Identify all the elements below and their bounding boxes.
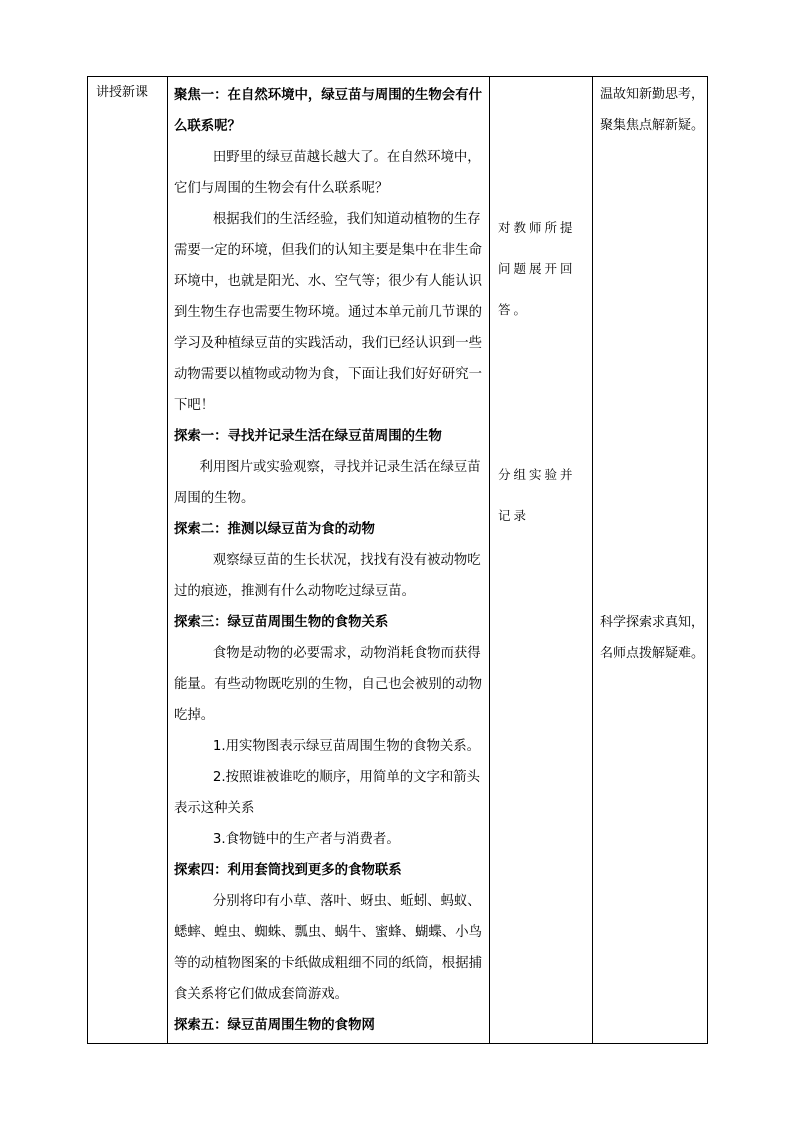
student-activity-cell bbox=[490, 77, 593, 1044]
paragraph: 2.按照谁被谁吃的顺序，用简单的文字和箭头表示这种关系 bbox=[174, 770, 481, 816]
paragraph: 利用图片或实验观察，寻找并记录生活在绿豆苗周围的生物。 bbox=[174, 460, 481, 506]
design-intent-first: 温故知新勤思考，聚集焦点解新疑。 bbox=[600, 87, 705, 133]
table-row bbox=[88, 77, 708, 1044]
paragraph: 1.用实物图表示绿豆苗周围生物的食物关系。 bbox=[212, 739, 481, 754]
section-heading: 探索三：绿豆苗周围生物的食物关系 bbox=[174, 615, 389, 630]
paragraph: 分别将印有小草、落叶、蚜虫、蚯蚓、蚂蚁、蟋蟀、蝗虫、蜘蛛、瓢虫、蜗牛、蜜蜂、蝴蝶、小鸟等的动植物图案的卡纸做成粗细不同的纸筒，根据捕食关系将它们做成套筒游戏。 bbox=[174, 894, 482, 1002]
section-heading: 探索一：寻找并记录生活在绿豆苗周围的生物 bbox=[174, 429, 442, 444]
group-experiment-note: 分组实验并记录 bbox=[498, 467, 576, 523]
main-content bbox=[168, 77, 489, 1041]
section-heading: 探索五：绿豆苗周围生物的食物网 bbox=[174, 1018, 375, 1033]
main-content-cell bbox=[168, 77, 490, 1044]
section-heading: 探索四：利用套筒找到更多的食物联系 bbox=[174, 863, 402, 878]
paragraph: 观察绿豆苗的生长状况，找找有没有被动物吃过的痕迹，推测有什么动物吃过绿豆苗。 bbox=[174, 553, 481, 599]
paragraph: 食物是动物的必要需求，动物消耗食物而获得能量。有些动物既吃别的生物，自己也会被别的动物吃掉。 bbox=[174, 646, 482, 723]
student-answer-note: 对教师所提问题展开回答。 bbox=[498, 220, 576, 317]
design-intent-second: 科学探索求真知，名师点拨解疑难。 bbox=[600, 615, 705, 661]
section-label: 讲授新课 bbox=[96, 85, 149, 100]
section-heading: 聚焦一：在自然环境中，绿豆苗与周围的生物会有什么联系呢？ bbox=[174, 88, 482, 134]
section-label-cell bbox=[88, 77, 168, 1044]
paragraph: 根据我们的生活经验，我们知道动植物的生存需要一定的环境，但我们的认知主要是集中在非生命环境中，也就是阳光、水、空气等；很少有人能认识到生物生存也需要生物环境。通过本单元前几节课的学习及种植绿豆苗的实践活动，我们已经认识到一些动物需要以植物或动物为食，下面让我们好好研究一下吧！ bbox=[174, 212, 482, 413]
paragraph: 3.食物链中的生产者与消费者。 bbox=[212, 832, 400, 847]
paragraph: 田野里的绿豆苗越长越大了。在自然环境中，它们与周围的生物会有什么联系呢？ bbox=[174, 150, 481, 196]
design-intent-cell bbox=[593, 77, 708, 1044]
section-heading: 探索二：推测以绿豆苗为食的动物 bbox=[174, 522, 375, 537]
lesson-plan-table bbox=[87, 76, 708, 1044]
